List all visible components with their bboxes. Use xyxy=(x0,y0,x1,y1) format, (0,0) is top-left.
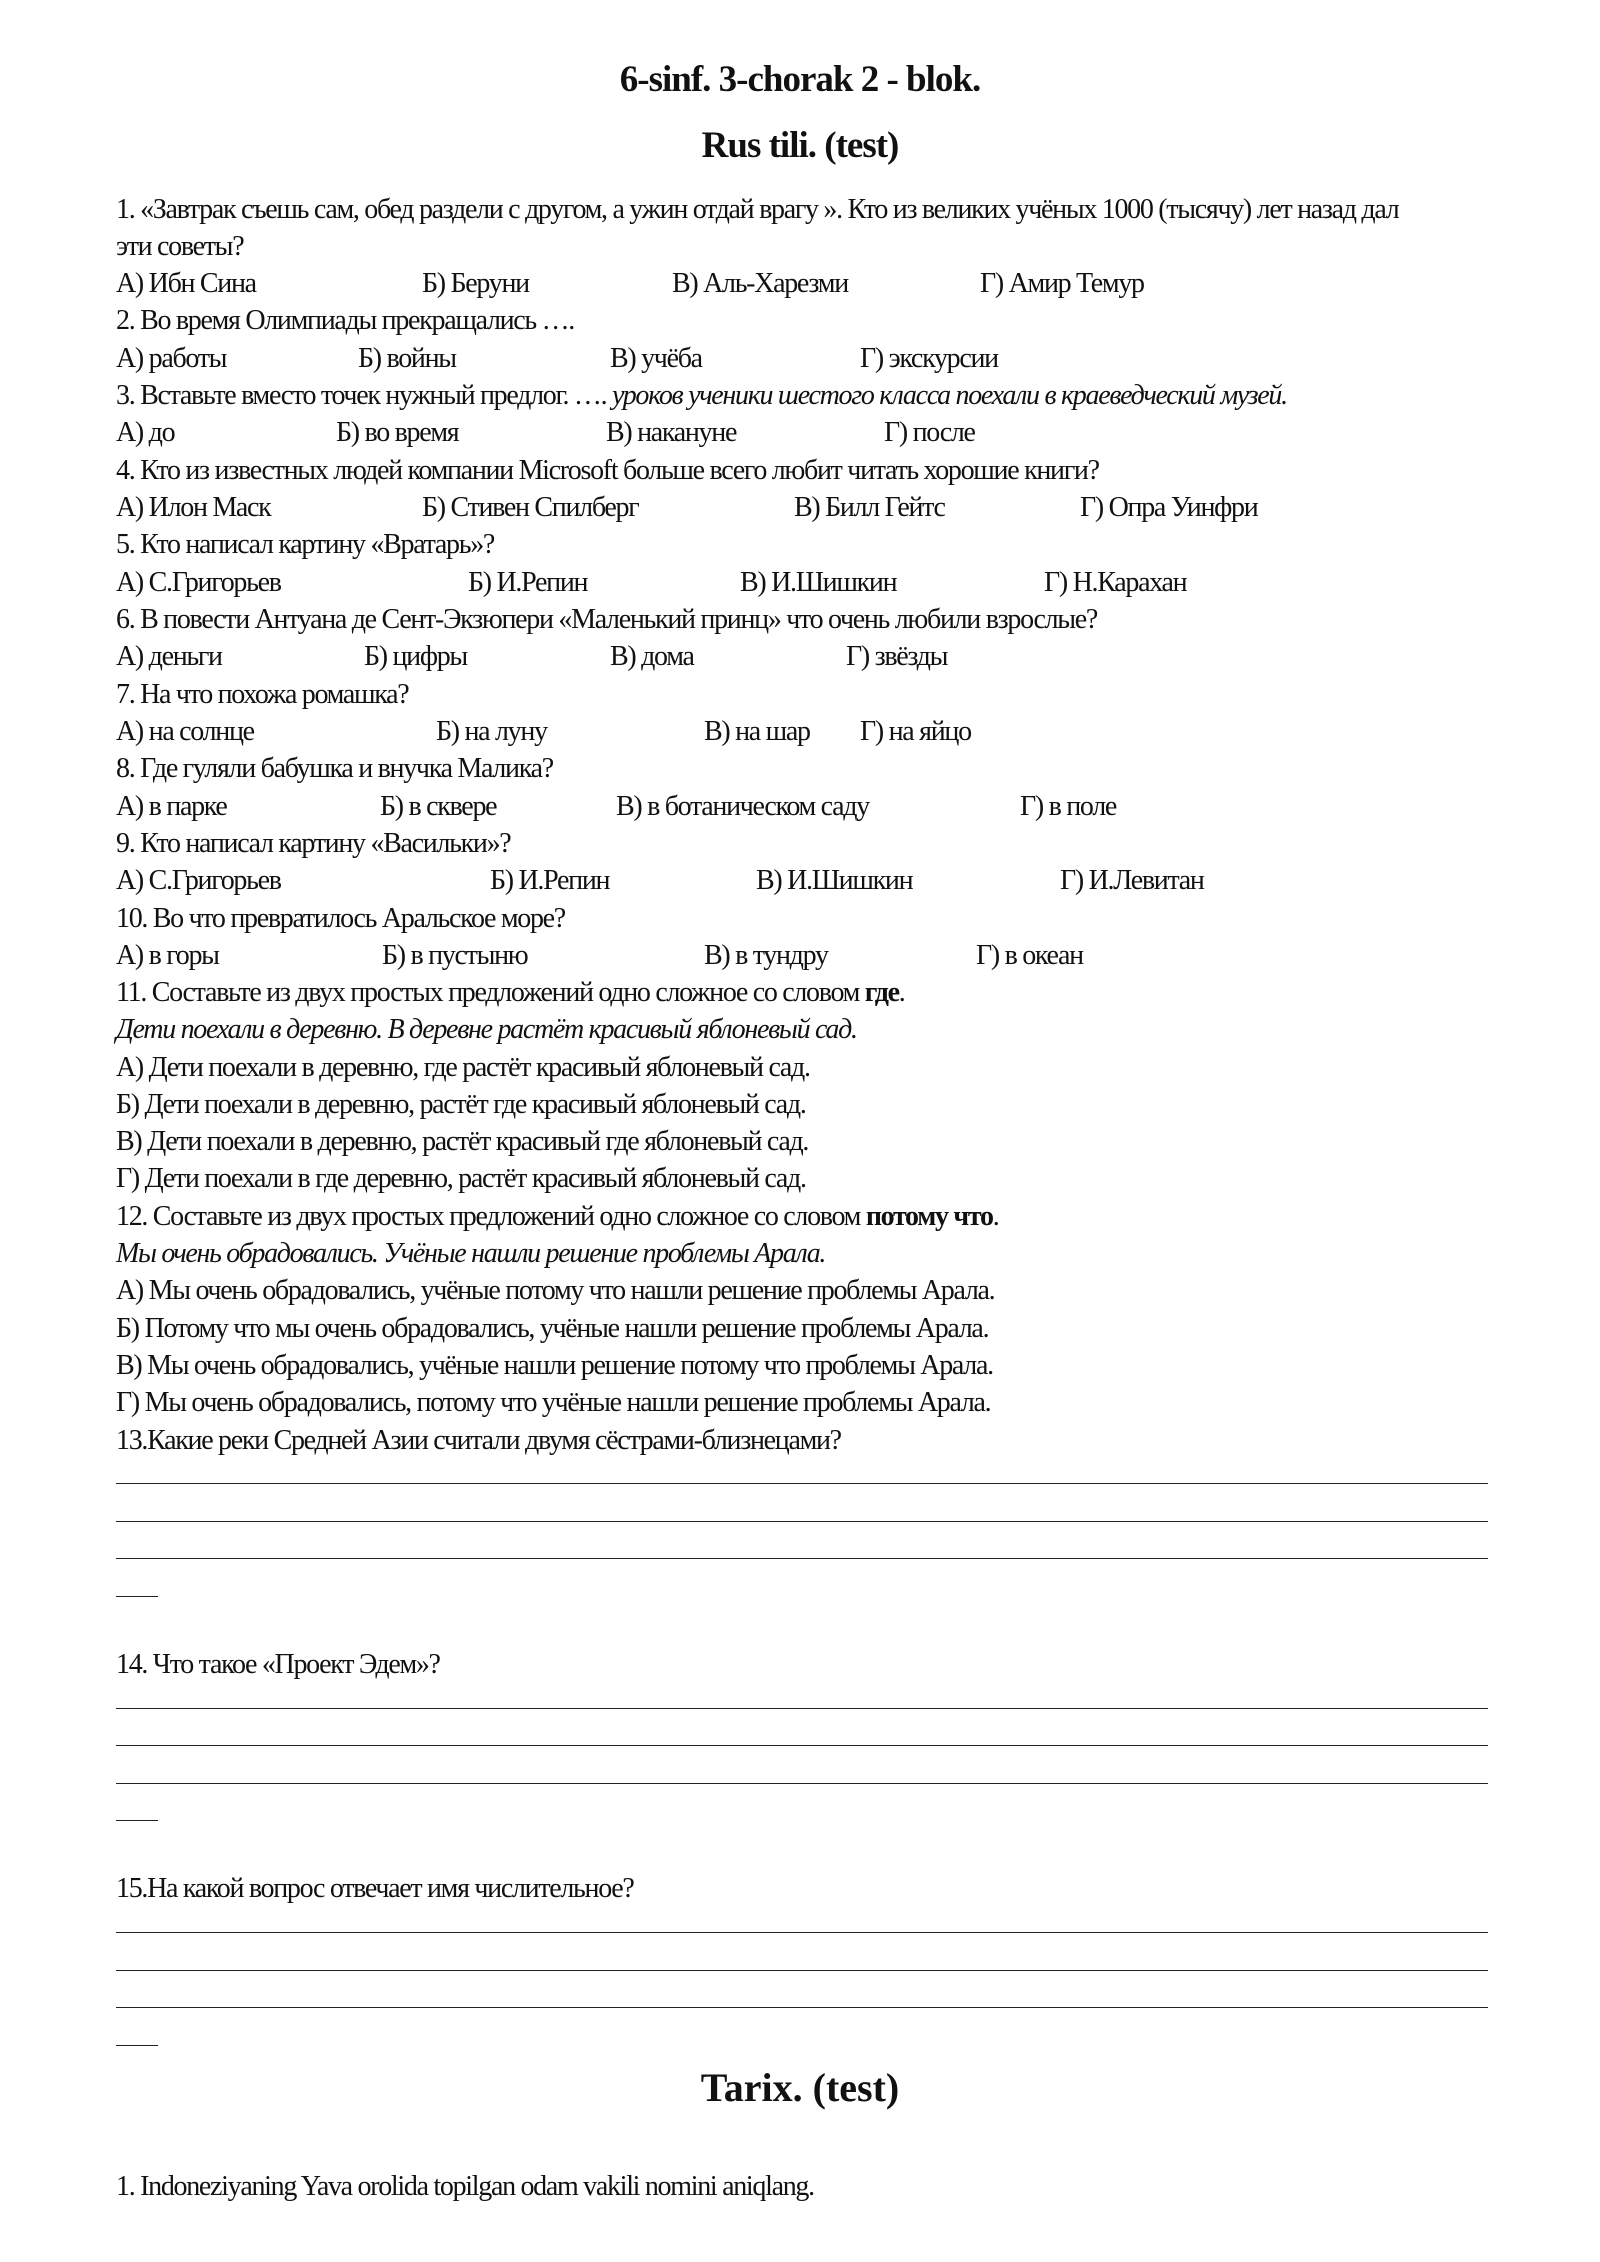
subject-heading: Rus tili. (test) xyxy=(701,125,899,166)
question-keyword: потому что xyxy=(865,1201,993,1232)
answer-option: Г) Н.Карахан xyxy=(1044,567,1187,598)
answer-line[interactable] xyxy=(116,1521,1488,1522)
answer-option: В) учёба xyxy=(610,343,702,374)
answer-option: Б) во время xyxy=(336,417,459,448)
answer-option: Г) звёзды xyxy=(846,641,948,672)
answer-option: В) в тундру xyxy=(704,940,828,971)
example-sentence: Дети поехали в деревню. В деревне растёт красивый яблоневый сад. xyxy=(116,1014,857,1045)
answer-option: Г) И.Левитан xyxy=(1060,865,1204,896)
question-text xyxy=(116,976,904,1010)
answer-line[interactable] xyxy=(116,1932,1488,1933)
answer-option: Б) Беруни xyxy=(422,268,529,299)
answer-option: В) Дети поехали в деревню, растёт красивый где яблоневый сад. xyxy=(116,1126,809,1157)
answer-option: В) дома xyxy=(610,641,694,672)
answer-line[interactable] xyxy=(116,1970,1488,1971)
answer-line[interactable] xyxy=(116,2007,1488,2008)
answer-option: В) Аль-Харезми xyxy=(672,268,848,299)
question-text-main: 11. Составьте из двух простых предложений одно сложное со словом xyxy=(116,977,865,1008)
answer-option: А) С.Григорьев xyxy=(116,865,281,896)
question-text-end: . xyxy=(898,977,905,1008)
question-text: 10. Во что превратилось Аральское море? xyxy=(116,903,565,934)
question-keyword: где xyxy=(864,977,899,1008)
question-text: 8. Где гуляли бабушка и внучка Малика? xyxy=(116,753,553,784)
answer-line-stub xyxy=(116,1596,158,1597)
answer-option: А) С.Григорьев xyxy=(116,567,281,598)
question-text-italic: уроков ученики шестого класса поехали в краеведческий музей. xyxy=(606,380,1287,411)
answer-option: А) Дети поехали в деревню, где растёт красивый яблоневый сад. xyxy=(116,1052,810,1083)
question-text: 2. Во время Олимпиады прекращались …. xyxy=(116,305,575,336)
question-text: 15.На какой вопрос отвечает имя числительное? xyxy=(116,1873,634,1904)
answer-option: А) в горы xyxy=(116,940,219,971)
answer-option: Б) Дети поехали в деревню, растёт где красивый яблоневый сад. xyxy=(116,1089,806,1120)
question-text xyxy=(116,379,1287,413)
answer-line[interactable] xyxy=(116,1558,1488,1559)
answer-option: В) накануне xyxy=(606,417,737,448)
answer-option: Б) на луну xyxy=(436,716,547,747)
answer-option: Б) войны xyxy=(358,343,456,374)
answer-option: А) деньги xyxy=(116,641,222,672)
answer-line[interactable] xyxy=(116,1708,1488,1709)
answer-option: А) Илон Маск xyxy=(116,492,271,523)
question-text-main: 3. Вставьте вместо точек нужный предлог. …. xyxy=(116,380,607,411)
answer-option: А) Ибн Сина xyxy=(116,268,256,299)
answer-option: В) Билл Гейтс xyxy=(794,492,945,523)
answer-option: А) в парке xyxy=(116,791,227,822)
example-sentence: Мы очень обрадовались. Учёные нашли решение проблемы Арала. xyxy=(116,1238,826,1269)
question-text: 1. «Завтрак съешь сам, обед раздели с другом, а ужин отдай врагу ». Кто из великих учёных 1000 (тысячу) лет назад дал xyxy=(116,194,1399,225)
answer-option: А) работы xyxy=(116,343,227,374)
answer-option: Г) Опра Уинфри xyxy=(1080,492,1258,523)
answer-option: А) на солнце xyxy=(116,716,254,747)
question-text: 7. На что похожа ромашка? xyxy=(116,679,409,710)
answer-option: Б) И.Репин xyxy=(468,567,588,598)
answer-option: Б) в сквере xyxy=(380,791,497,822)
answer-line-stub xyxy=(116,1820,158,1821)
answer-line[interactable] xyxy=(116,1483,1488,1484)
answer-option: Г) после xyxy=(884,417,975,448)
answer-option: Г) на яйцо xyxy=(860,716,971,747)
answer-option: Г) экскурсии xyxy=(860,343,998,374)
answer-option: В) в ботаническом саду xyxy=(616,791,869,822)
question-text: 13.Какие реки Средней Азии считали двумя сёстрами-близнецами? xyxy=(116,1425,841,1456)
answer-option: В) Мы очень обрадовались, учёные нашли решение потому что проблемы Арала. xyxy=(116,1350,993,1381)
answer-line[interactable] xyxy=(116,1745,1488,1746)
answer-option: Г) в поле xyxy=(1020,791,1117,822)
question-text: 6. В повести Антуана де Сент-Экзюпери «Маленький принц» что очень любили взрослые? xyxy=(116,604,1098,635)
answer-option: Б) цифры xyxy=(364,641,467,672)
answer-option: В) на шар xyxy=(704,716,810,747)
question-text-main: 12. Составьте из двух простых предложений одно сложное со словом xyxy=(116,1201,866,1232)
answer-option: Б) И.Репин xyxy=(490,865,610,896)
answer-option: В) И.Шишкин xyxy=(756,865,913,896)
question-text: 14. Что такое «Проект Эдем»? xyxy=(116,1649,440,1680)
answer-line-stub xyxy=(116,2045,158,2046)
question-text xyxy=(116,1200,998,1234)
question-text-cont: эти советы? xyxy=(116,231,244,262)
answer-option: Г) Мы очень обрадовались, потому что учёные нашли решение проблемы Арала. xyxy=(116,1387,991,1418)
answer-option: А) Мы очень обрадовались, учёные потому что нашли решение проблемы Арала. xyxy=(116,1275,995,1306)
question-text: 4. Кто из известных людей компании Microsoft больше всего любит читать хорошие книги? xyxy=(116,455,1099,486)
answer-option: А) до xyxy=(116,417,175,448)
question-text: 1. Indoneziyaning Yava orolida topilgan odam vakili nomini aniqlang. xyxy=(116,2171,814,2202)
section-heading: Tarix. (test) xyxy=(700,2065,900,2110)
answer-option: Г) Амир Темур xyxy=(980,268,1144,299)
answer-option: Г) Дети поехали в где деревню, растёт красивый яблоневый сад. xyxy=(116,1163,806,1194)
answer-option: Б) в пустыню xyxy=(382,940,528,971)
worksheet-title: 6-sinf. 3-chorak 2 - blok. xyxy=(619,59,981,100)
answer-option: Б) Стивен Спилберг xyxy=(422,492,639,523)
answer-option: В) И.Шишкин xyxy=(740,567,897,598)
answer-option: Б) Потому что мы очень обрадовались, учёные нашли решение проблемы Арала. xyxy=(116,1313,989,1344)
question-text-end: . xyxy=(992,1201,999,1232)
answer-line[interactable] xyxy=(116,1783,1488,1784)
answer-option: Г) в океан xyxy=(976,940,1083,971)
question-text: 9. Кто написал картину «Васильки»? xyxy=(116,828,511,859)
question-text: 5. Кто написал картину «Вратарь»? xyxy=(116,529,495,560)
